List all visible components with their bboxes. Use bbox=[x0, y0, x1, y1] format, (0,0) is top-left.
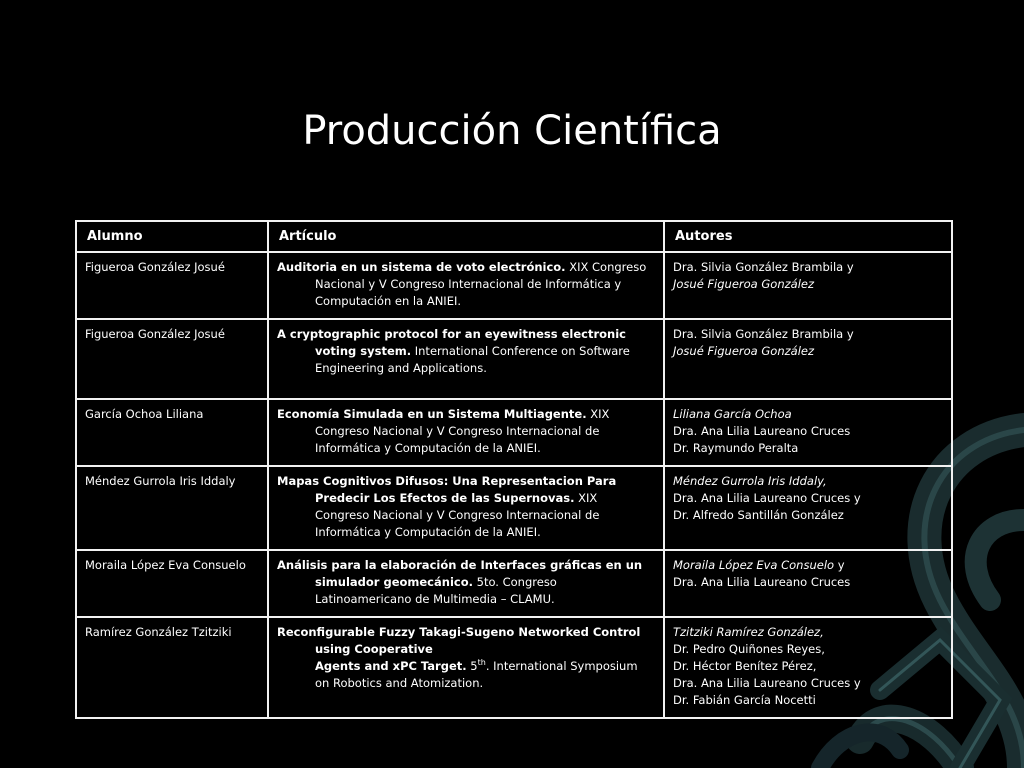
article-text bbox=[277, 557, 655, 608]
authors-cell bbox=[665, 551, 951, 618]
student-name: García Ochoa Liliana bbox=[85, 407, 204, 421]
table-row bbox=[77, 253, 951, 320]
article-venue: XIX Congreso Nacional y V Congreso Internacional de Informática y Computación de la ANIEI. bbox=[315, 491, 600, 539]
author-line: Dra. Ana Lilia Laureano Cruces bbox=[673, 424, 851, 438]
article-cell bbox=[269, 618, 665, 717]
article-cell bbox=[269, 400, 665, 467]
author-line: Dr. Pedro Quiñones Reyes, bbox=[673, 642, 825, 656]
article-text bbox=[277, 624, 655, 692]
header-articulo: Artículo bbox=[269, 222, 665, 253]
student-name: Figueroa González Josué bbox=[85, 327, 225, 341]
article-venue: XIX Congreso Nacional y V Congreso Internacional de Informática y Computación en la ANIEI. bbox=[315, 260, 647, 308]
author-line: Dra. Ana Lilia Laureano Cruces y bbox=[673, 676, 861, 690]
article-title-continued: Agents and xPC Target. bbox=[315, 659, 467, 673]
article-text bbox=[277, 406, 655, 457]
article-venue: International Conference on Software Engineering and Applications. bbox=[315, 344, 630, 375]
article-title: Auditoria en un sistema de voto electrónico. bbox=[277, 260, 566, 274]
table-row bbox=[77, 467, 951, 551]
author-line: Josué Figueroa González bbox=[673, 344, 815, 358]
authors-cell bbox=[665, 320, 951, 400]
author-line: Liliana García Ochoa bbox=[673, 407, 792, 421]
student-cell bbox=[77, 320, 269, 400]
author-line bbox=[673, 557, 943, 574]
author-line: Dra. Silvia González Brambila y bbox=[673, 260, 854, 274]
author-name-italic: Moraila López Eva Consuelo bbox=[673, 558, 835, 572]
article-title: A cryptographic protocol for an eyewitness electronic voting system. bbox=[277, 327, 626, 358]
article-venue: XIX Congreso Nacional y V Congreso Internacional de Informática y Computación de la ANIEI. bbox=[315, 407, 610, 455]
article-cell bbox=[269, 551, 665, 618]
article-edition-suffix: th bbox=[477, 658, 486, 668]
table-header-row bbox=[77, 222, 951, 253]
author-line: Dra. Ana Lilia Laureano Cruces y bbox=[673, 491, 861, 505]
authors-cell bbox=[665, 618, 951, 717]
authors-cell bbox=[665, 467, 951, 551]
author-conjunction: y bbox=[834, 558, 845, 572]
article-cell bbox=[269, 320, 665, 400]
author-line: Dra. Ana Lilia Laureano Cruces bbox=[673, 575, 851, 589]
author-line: Dra. Silvia González Brambila y bbox=[673, 327, 854, 341]
author-line: Dr. Héctor Benítez Pérez, bbox=[673, 659, 817, 673]
article-text bbox=[277, 473, 655, 541]
header-alumno: Alumno bbox=[77, 222, 269, 253]
student-name: Moraila López Eva Consuelo bbox=[85, 558, 246, 572]
student-cell bbox=[77, 551, 269, 618]
student-cell bbox=[77, 467, 269, 551]
student-cell bbox=[77, 253, 269, 320]
article-venue: . International Symposium on Robotics and Atomization. bbox=[315, 659, 638, 690]
article-text bbox=[277, 259, 655, 310]
article-cell bbox=[269, 253, 665, 320]
author-line: Dr. Fabián García Nocetti bbox=[673, 693, 816, 707]
article-text bbox=[277, 326, 655, 377]
author-line: Méndez Gurrola Iris Iddaly, bbox=[673, 474, 827, 488]
student-name: Méndez Gurrola Iris Iddaly bbox=[85, 474, 236, 488]
authors-cell bbox=[665, 400, 951, 467]
publications-table bbox=[75, 220, 953, 719]
slide-title: Producción Científica bbox=[302, 108, 722, 154]
header-autores: Autores bbox=[665, 222, 951, 253]
article-title: Análisis para la elaboración de Interfaces gráficas en un simulador geomecánico. bbox=[277, 558, 643, 589]
author-line: Dr. Alfredo Santillán González bbox=[673, 508, 844, 522]
authors-cell bbox=[665, 253, 951, 320]
table-row bbox=[77, 551, 951, 618]
student-name: Figueroa González Josué bbox=[85, 260, 225, 274]
article-edition: 5 bbox=[466, 659, 478, 673]
author-line: Tzitziki Ramírez González, bbox=[673, 625, 824, 639]
article-cell bbox=[269, 467, 665, 551]
article-title: Reconfigurable Fuzzy Takagi-Sugeno Networked Control using Cooperative bbox=[277, 625, 641, 656]
table-row bbox=[77, 400, 951, 467]
student-cell bbox=[77, 618, 269, 717]
article-venue: 5to. Congreso Latinoamericano de Multimedia – CLAMU. bbox=[315, 575, 557, 606]
student-name: Ramírez González Tzitziki bbox=[85, 625, 232, 639]
author-line: Josué Figueroa González bbox=[673, 277, 815, 291]
article-title: Economía Simulada en un Sistema Multiagente. bbox=[277, 407, 587, 421]
table-row bbox=[77, 320, 951, 400]
article-title: Mapas Cognitivos Difusos: Una Representacion Para Predecir Los Efectos de las Supernovas. bbox=[277, 474, 617, 505]
student-cell bbox=[77, 400, 269, 467]
author-line: Dr. Raymundo Peralta bbox=[673, 441, 799, 455]
table-row bbox=[77, 618, 951, 717]
